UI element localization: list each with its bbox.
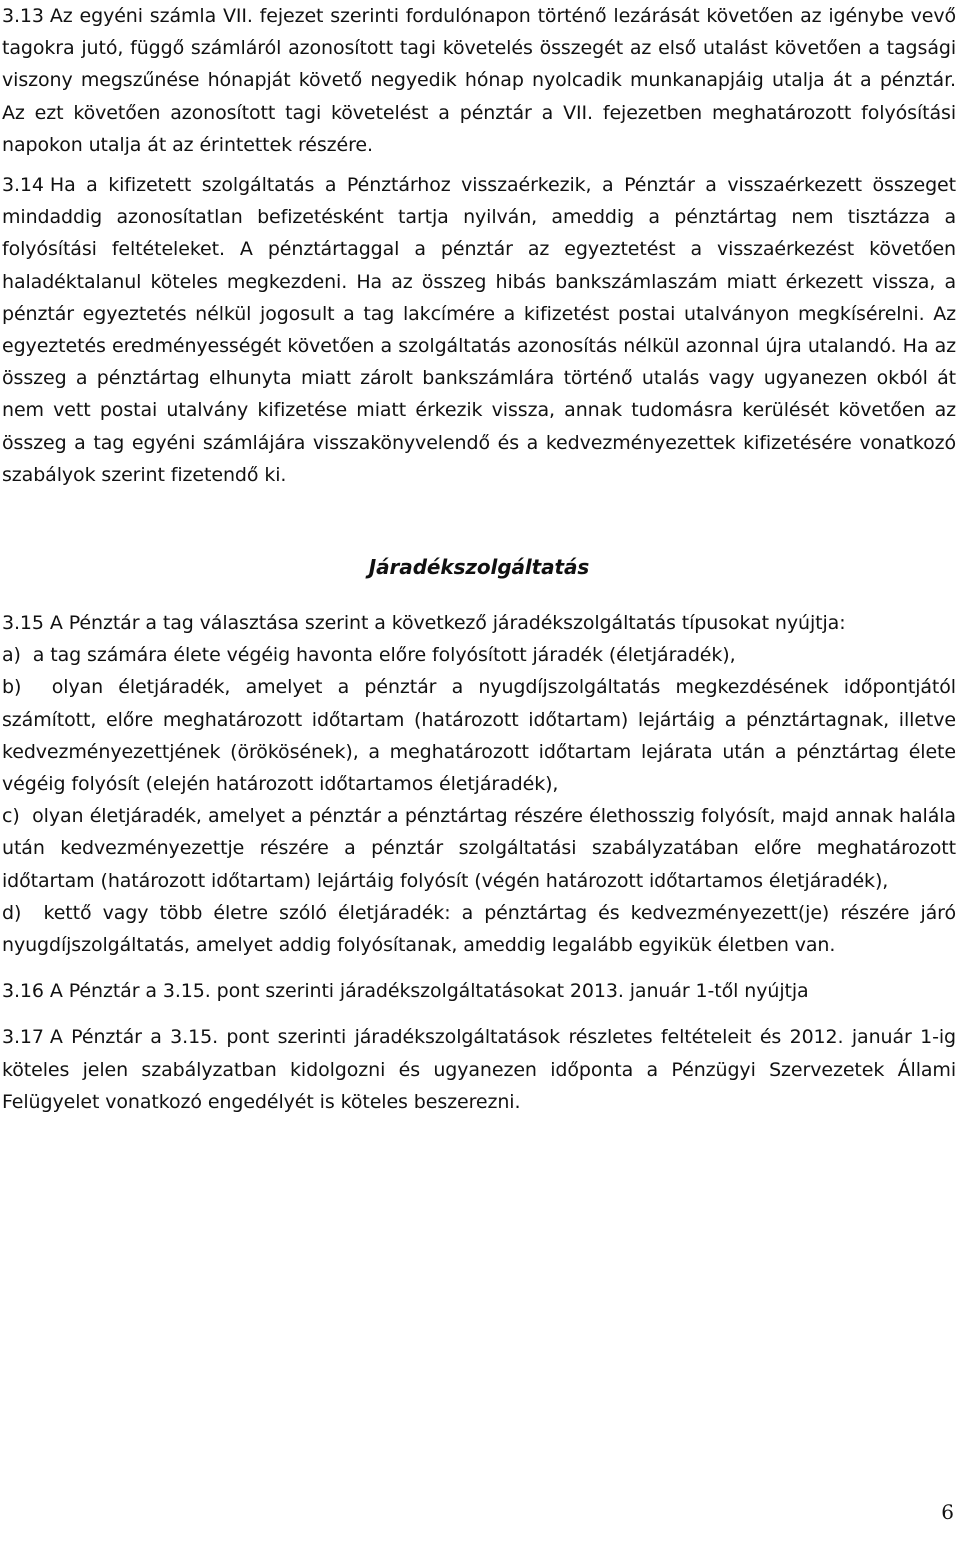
list-item-text: a tag számára élete végéig havonta előre folyósított járadék (életjáradék),	[32, 644, 736, 667]
list-item-c	[2, 800, 956, 897]
section-3-13	[2, 0, 956, 161]
document-page	[2, 0, 956, 1118]
section-number: 3.14	[2, 174, 44, 197]
list-item-text: olyan életjáradék, amelyet a pénztár a nyugdíjszolgáltatás megkezdésének időpontjától számított, előre meghatározott időtartam (határozott időtartam) lejártáig a pénztártagnak, illetve kedvezményezettjének (örökösének), a meghatározott időtartam lejárata után a pénztártag élete végéig folyósít (elején határozott időtartamos életjáradék),	[2, 676, 956, 796]
list-item-text: kettő vagy több életre szóló életjáradék: a pénztártag és kedvezményezett(je) részére járó nyugdíjszolgáltatás, amelyet addig folyósítanak, ameddig legalább egyikük életben van.	[2, 901, 956, 957]
list-item-text: olyan életjáradék, amelyet a pénztár a pénztártag részére élethosszig folyósít, majd annak halála után kedvezményezettje részére a pénztár szolgáltatási szabályzatában előre meghatározott időtartam (határozott időtartam) lejártáig folyósít (végén határozott időtartamos életjáradék),	[2, 805, 956, 892]
section-text: Ha a kifizetett szolgáltatás a Pénztárhoz visszaérkezik, a Pénztár a visszaérkezett összeget mindaddig azonosítatlan befizetésként tartja nyilván, ameddig a pénztártag nem tisztázza a folyósítási feltételeket. A pénztártaggal a pénztár az egyeztetést a visszaérkezést követően haladéktalanul köteles megkezdeni. Ha az összeg hibás bankszámlaszám miatt érkezett vissza, a pénztár egyeztetés nélkül jogosult a tag lakcímére a kifizetést postai utalványon megkísérelni. Az egyeztetés eredményességét követően a szolgáltatás azonosítás nélkül azonnal újra utalandó. Ha az összeg a pénztártag elhunyta miatt zárolt bankszámlára történő utalás vagy ugyanezen okból át nem vett postai utalvány kifizetése miatt érkezik vissza, annak tudomásra kerülését követően az összeg a tag egyéni számlájára visszakönyvelendő és a kedvezményezettek kifizetésére vonatkozó szabályok szerint fizetendő ki.	[2, 174, 956, 486]
section-3-14	[2, 169, 956, 491]
list-item-b	[2, 671, 956, 800]
section-3-16	[2, 975, 956, 1007]
list-item-d	[2, 897, 956, 961]
section-text: A Pénztár a 3.15. pont szerinti járadékszolgáltatások részletes feltételeit és 2012. január 1-ig köteles jelen szabályzatban kidolgozni és ugyanezen időponta a Pénzügyi Szervezetek Állami Felügyelet vonatkozó engedélyét is köteles beszerezni.	[2, 1026, 956, 1113]
section-3-17	[2, 1021, 956, 1118]
section-text: A Pénztár a tag választása szerint a következő járadékszolgáltatás típusokat nyújtja:	[49, 612, 846, 635]
section-number: 3.16	[2, 980, 44, 1003]
list-item-a	[2, 639, 956, 671]
list-item-label: b)	[2, 676, 22, 699]
list-item-label: d)	[2, 901, 22, 924]
section-text: A Pénztár a 3.15. pont szerinti járadékszolgáltatásokat 2013. január 1-től nyújtja	[49, 980, 809, 1003]
section-3-15	[2, 607, 956, 639]
section-number: 3.17	[2, 1026, 44, 1049]
page-number: 6	[941, 1500, 954, 1524]
list-item-label: a)	[2, 644, 21, 667]
section-heading: Járadékszolgáltatás	[368, 555, 590, 580]
section-text: Az egyéni számla VII. fejezet szerinti fordulónapon történő lezárását követően az igénybe vevő tagokra jutó, függő számláról azonosított tagi követelés összegét az első utalást követően a tagsági viszony megszűnése hónapját követő negyedik hónap nyolcadik munkanapjáig utalja át a pénztár. Az ezt követően azonosított tagi követelést a pénztár a VII. fejezetben meghatározott folyósítási napokon utalja át az érintettek részére.	[2, 5, 956, 156]
section-number: 3.13	[2, 5, 44, 27]
section-number: 3.15	[2, 612, 44, 635]
list-item-label: c)	[2, 805, 20, 828]
